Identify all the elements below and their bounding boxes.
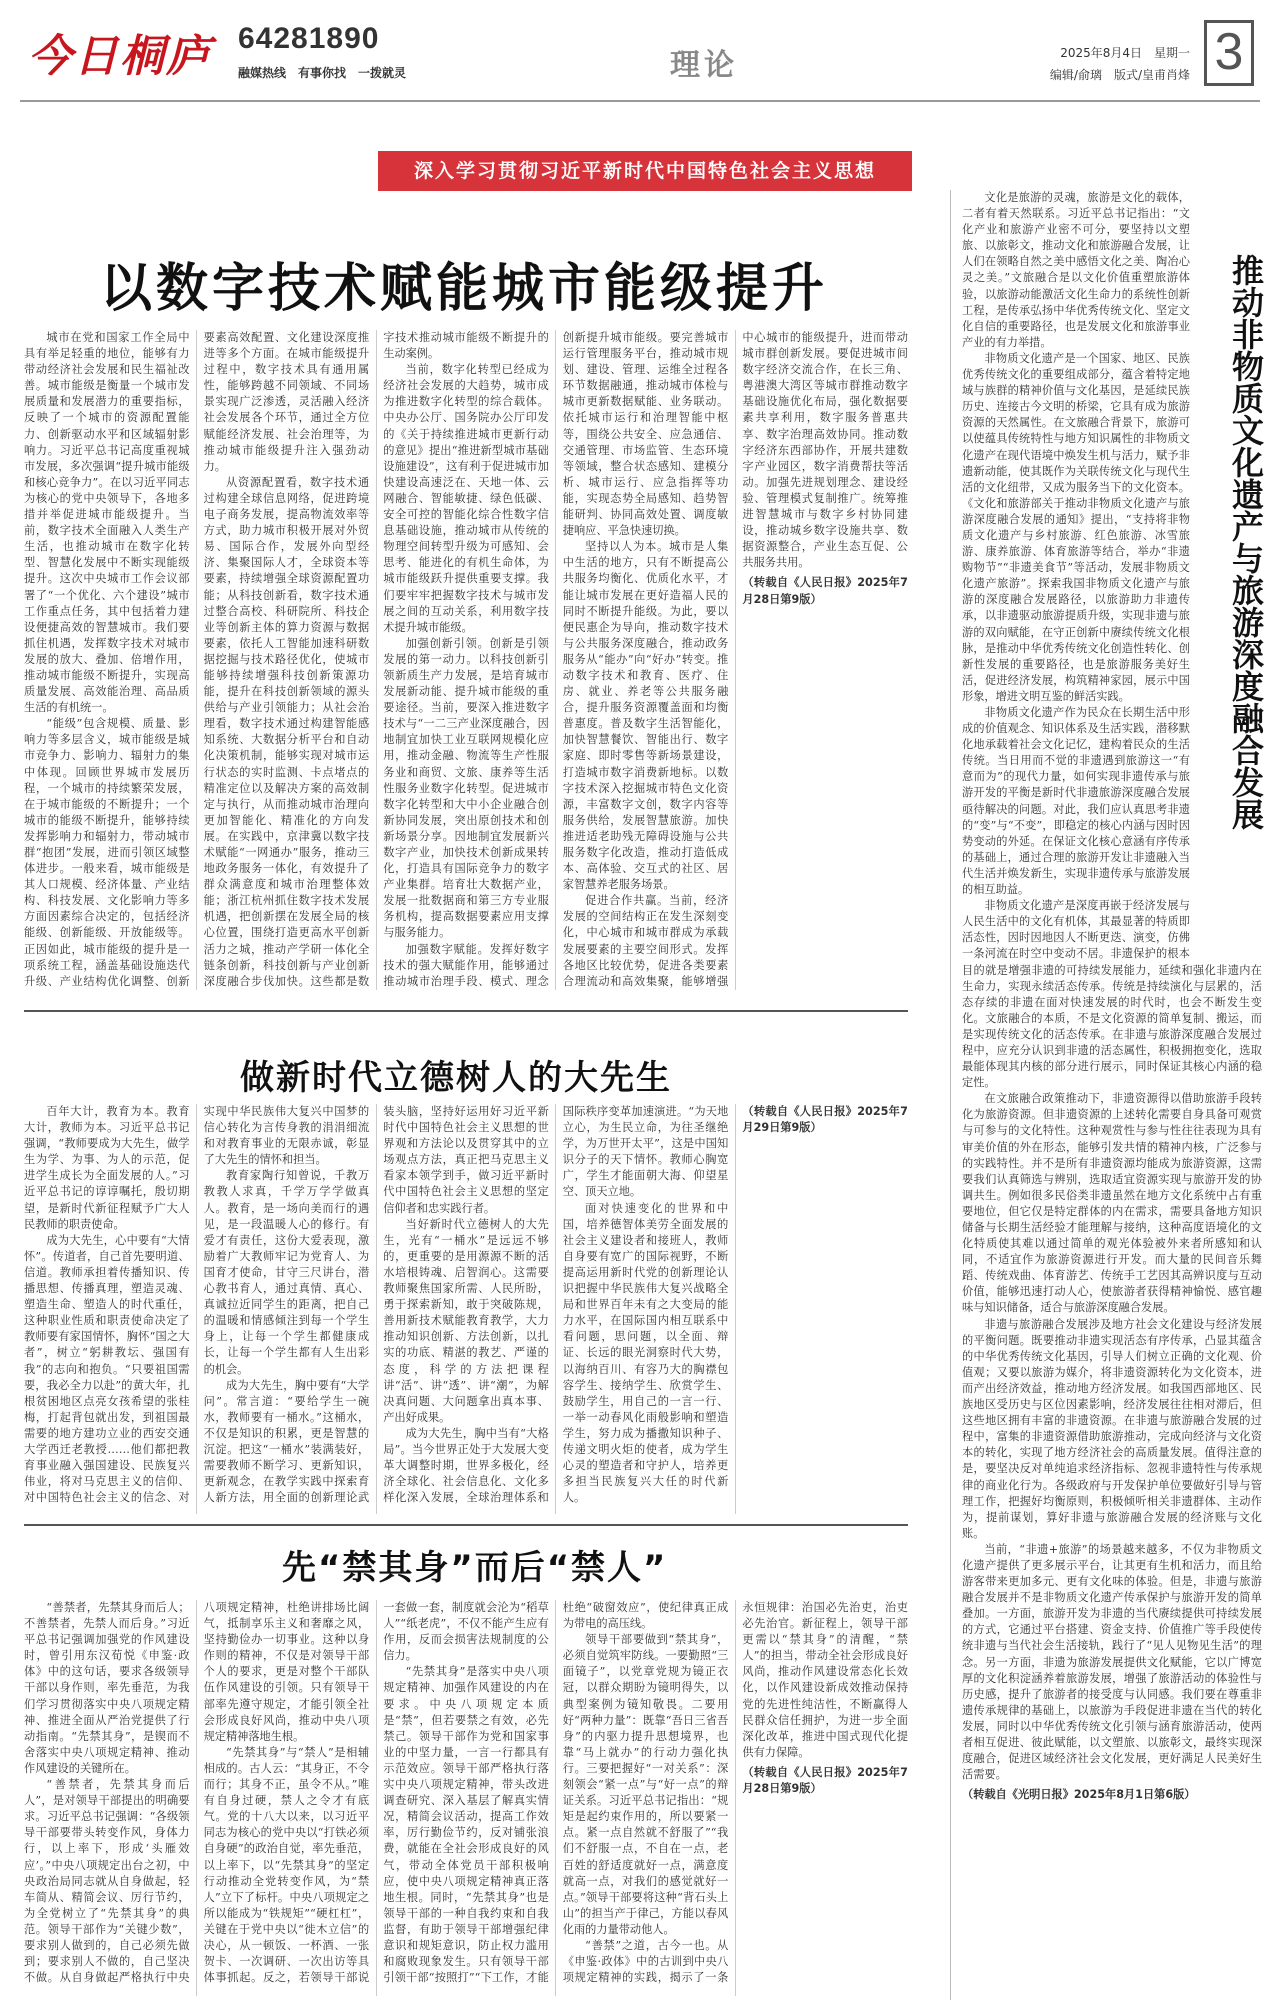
masthead — [0, 0, 1280, 110]
column-divider — [950, 190, 951, 2000]
hotline-number: 64281890 — [238, 22, 380, 55]
issue-date: 2025年8月4日 星期一 — [1060, 46, 1190, 60]
newspaper-logo: 今日桐庐 — [28, 31, 212, 82]
article-title: 做新时代立德树人的大先生 — [240, 1058, 672, 1098]
article-source: （转载自《光明日报》2025年8月1日第6版） — [962, 1788, 1196, 1802]
paragraph: 成为大先生，胸中要有“大学问”。常言道：“要给学生一碗水，教师要有一桶水。”这桶水，不仅是知识的积累，更是智慧的沉淀。把这“一桶水”装满装好，需要教师不断学习、更新知识，更新观念，在教学实践中探索育人新方法，用全面的创新理论武装头脑，坚持好运用好习近平新时代中国特色社会主义思想的世界观和方法论以及贯穿其中的立场观点方法，真正把马克思主义看家本领学到手，做习近平新时代中国特色社会主义思想的坚定信仰者和忠实践行者。 — [203, 1105, 549, 1505]
page-number: 3 — [1204, 20, 1254, 86]
article-body — [24, 330, 908, 990]
article-divider — [24, 1010, 908, 1012]
paragraph: “能级”包含规模、质量、影响力等多层含义，城市能级是城市竞争力、影响力、辐射力的集中体现。回顾世界城市发展历程，一个城市的持续繁荣发展，在于城市能级的不断提升；一个城市的能级不断提升，能够持续发挥影响力和辐射力，带动城市群“抱团”发展，进而引领区域整体进步。一般来看，城市能级是其人口规模、经济体量、产业结构、科技发展、文化影响力等多方面因素综合决定的，包括经济能级、创新能级、开放能级等。正因如此，城市能级的提升是一项系统工程，涵盖基础设施迭代升级、产业结构优化调整、创新要素高效配置、文化建设深度推进等多个方面。在城市能级提升过程中，数字技术具有通用属性，能够跨越不同领域、不同场景实现广泛渗透，灵活融入经济社会发展各个环节，通过全方位赋能经济发展、社会治理等，为推动城市能级提升注入强劲动力。 — [24, 331, 370, 988]
paragraph: 在文旅融合政策推动下，非遗资源得以借助旅游手段转化为旅游资源。但非遗资源的上述转化需要自身具备可观赏与可参与的文化特性。这种观赏性与参与性往往表现为具有审美价值的外在形态，能够引发共情的精神内核，广泛参与的实践特性。并不是所有非遗资源均能成为旅游资源，这需要我们认真筛选与辨别，选取适宜资源实现与旅游开发的协调共生。例如很多民俗类非遗虽然在地方文化系统中占有重要地位，但它仅是特定群体的内在需求，需要具备地方知识储备与长期生活经验才能理解与接纳，这种高度语境化的文化特质使其难以通过简单的观光体验被外来者所感知和认同，不适宜作为旅游资源进行开发。而大量的民间音乐舞蹈、传统戏曲、体育游艺、传统手工艺因其高辨识度与互动价值，能够迅速打动人心，使旅游者获得精神愉悦、感官趣味与知识储备，适合与旅游深度融合发展。 — [962, 1092, 1262, 1315]
paragraph: 面对快速变化的世界和中国，培养德智体美劳全面发展的社会主义建设者和接班人，教师自身要有宽广的国际视野，不断提高运用新时代党的创新理论认识把握中华民族伟大复兴战略全局和世界百年未有之大变局的能力水平，在国际国内相互联系中看问题，思问题，以全面、辩证、长远的眼光洞察时代大势，以海纳百川、有容乃大的胸襟包容学生、接纳学生、欣赏学生、鼓励学生，用自己的一言一行、一举一动春风化雨般影响和塑造学生，努力成为播撒知识种子、传递文明火炬的使者，成为学生心灵的塑造者和守护人，培养更多担当民族复兴大任的时代新人。 — [562, 1201, 729, 1505]
article-source: （转载自《人民日报》2025年7月28日第9版） — [742, 576, 908, 606]
paragraph: 教育家陶行知曾说，千教万教教人求真，千学万学学做真人。教育，是一场向美而行的遇见，是一段温暖人心的修行。有爱才有责任，这份大爱表现，激励着广大教师牢记为党育人、为国育才使命，甘守三尺讲台，潜心教书育人，通过真情、真心、真诚拉近同学生的距离，把自己的温暖和情感倾注到每一个学生身上，让每一个学生都健康成长，让每一个学生都有人生出彩的机会。 — [203, 1169, 370, 1376]
theme-banner: 深入学习贯彻习近平新时代中国特色社会主义思想 — [378, 151, 912, 191]
editor-credits: 编辑/俞璃 版式/皇甫肖烽 — [1049, 68, 1190, 82]
paragraph: 非遗与旅游融合发展涉及地方社会文化建设与经济发展的平衡问题。既要推动非遗实现活态有序传承，凸显其蕴含的中华优秀传统文化基因，引导人们树立正确的文化观、价值观；又要以旅游为媒介，将非遗资源转化为文化资本，进而产出经济效益，推动地方经济发展。如我国西部地区、民族地区受历史与区位因素影响，经济发展往往相对滞后，但这些地区拥有丰富的非遗资源。在非遗与旅游融合发展的过程中，富集的非遗资源借助旅游推动，完成向经济与文化资本的转化，实现了地方经济社会的高质量发展。值得注意的是，要坚决反对单纯追求经济指标、忽视非遗特性与传承规律的商业化行为。各级政府与开发保护单位要做好引导与管理工作，把握好均衡原则，积极倾听相关非遗群体、主动作为，提前谋划，算好非遗与旅游融合发展的经济账与文化账。 — [962, 1317, 1262, 1540]
article-title: 以数字技术赋能城市能级提升 — [100, 259, 829, 319]
paragraph: 非物质文化遗产作为民众在长期生活中形成的价值观念、知识体系及生活实践，潜移默化地承载着社会文化记忆，建构着民众的生活传统。当日用而不觉的非遗遇到旅游这一“有意而为”的现代力量，如何实现非遗传承与旅游开发的平衡是新时代非遗旅游深度融合发展亟待解决的问题。对此，我们应认真思考非遗的“变”与“不变”，即稳定的核心内涵与因时因势变动的外延。在保证文化核心意涵有序传承的基础上，通过合理的旅游开发让非遗融入当代生活并焕发新生，实现非遗传承与旅游发展的相互助益。 — [962, 706, 1190, 897]
paragraph: 百年大计，教育为本。教育大计，教师为本。习近平总书记强调，“教师要成为大先生，做学生为学、为事、为人的示范，促进学生成长为全面发展的人。”习近平总书记的谆谆嘱托，殷切期望，是新时代新征程赋予广大人民教师的职责使命。 — [24, 1105, 190, 1231]
paragraph: 领导干部要做到“禁其身”，必须自觉筑牢防线。一要勤照“三面镜子”，以党章党规为镜正衣冠，以群众期盼为镜明得失，以典型案例为镜知敬畏。二要用好“两种力量”：既靠“吾日三省吾身”的内驱力提升思想境界，也靠“马上就办”的行动力强化执行。三要把握好“一对关系”：深刻领会“紧一点”与“好一点”的辩证关系。习近平总书记指出：“规矩是起约束作用的，所以要紧一点。紧一点自然就不舒服了”“我们不舒服一点，不自在一点，老百姓的舒适度就好一点，满意度就高一点，对我们的感觉就好一点。”领导干部要将这种“背石头上山”的担当产于律己，方能以春风化雨的力量带动他人。 — [562, 1633, 729, 1936]
paragraph: 当前，数字化转型已经成为经济社会发展的大趋势，城市成为推进数字化转型的综合载体。中央办公厅、国务院办公厅印发的《关于持续推进城市更新行动的意见》提出“推进新型城市基础设施建设”，这有利于促进城市加快建设高速泛在、天地一体、云网融合、智能敏捷、绿色低碳、安全可控的智能化综合性数字信息基础设施，推动城市从传统的物理空间转型升级为可感知、会思考、能进化的有机生命体，为城市能级跃升提供重要支撑。我们要牢牢把握数字技术与城市发展之间的互动关系，利用数字技术提升城市能级。 — [383, 363, 549, 634]
paragraph: 加强创新引领。创新是引领发展的第一动力。以科技创新引领新质生产力发展，是培育城市发展新动能、提升城市能级的重要途径。当前，要深入推进数字技术与“一二三产业深度融合，因地制宜加快工业互联网规模化应用，推动金融、物流等生产性服务业和商贸、文旅、康养等生活性服务业数字化转型。促进城市数字化转型和大中小企业融合创新协同发展，突出原创技术和创新场景分享。因地制宜发展新兴数字产业，加快技术创新成果转化，打造具有国际竞争力的数字产业集群。培育壮大数据产业，发展一批数据商和第三方专业服务机构，提高数据要素应用支撑与服务能力。 — [383, 636, 549, 940]
paragraph: 非物质文化遗产是深度再嵌于经济发展与人民生活中的文化有机体，其最显著的特质即活态性，因时因地因人不断更迭、演变，仿佛一条河流在时空中变动不居。非遗保护的根本目的就是增强非遗的可持续发展能力，延续和强化非遗内在生命力，实现永续活态传承。传统是持续演化与层累的，活态存续的非遗在面对快速发展的时代时，也会不断发生变化。文旅融合的本质，不是文化资源的简单复制、搬运，而是实现传统文化的活态传承。在非遗与旅游深度融合发展过程中，应充分认识到非遗的活态属性，积极拥抱变化，选取最能体现其内核的部分进行展示，同时保证其核心内涵的稳定性。 — [962, 899, 1262, 1090]
paragraph: “善禁”之道，古今一也。从《申鉴·政体》中的古训到中央八项规定精神的实践，揭示了一条永恒规律：治国必先治吏，治吏必先治官。新征程上，领导干部更需以“禁其身”的清醒，“禁人”的担当，带动全社会形成良好风尚，推动作风建设常态化长效化，以作风建设新成效推动保持党的先进性纯洁性，不断赢得人民群众信任拥护，为进一步全面深化改革，推进中国式现代化提供有力保障。 — [562, 1601, 908, 1985]
paragraph: 成为大先生，胸中当有“大格局”。当今世界正处于大发展大变革大调整时期，世界多极化，经济全球化、社会信息化、文化多样化深入发展，全球治理体系和国际秩序变革加速演进。“为天地立心，为生民立命，为往圣继绝学，为万世开太平”，这是中国知识分子的天下情怀。教师心胸宽广，学生才能面朝大海、仰望星空、顶天立地。 — [383, 1105, 729, 1505]
paragraph: 加强数字赋能。发挥好数字技术的强大赋能作用，能够通过推动城市治理手段、模式、理念创新提升城市能级。要完善城市运行管理服务平台，推动城市规划、建设、管理、运维全过程各环节数据融通，推动城市体检与城市更新数据赋能、业务联动。依托城市运行和治理智能中枢等，围绕公共安全、应急通信、交通管理、市场监管、生态环境等领域，整合状态感知、建模分析、城市运行、应急指挥等功能，实现态势全局感知、趋势智能研判、协同高效处置、调度敏捷响应、平急快速切换。 — [383, 331, 729, 988]
paragraph: 从资源配置看，数字技术通过构建全球信息网络，促进跨境电子商务发展，提高物流效率等方式，助力城市积极开展对外贸易、国际合作，发展外向型经济、集聚国际人才，全球资本等要素，持续增强全球资源配置功能；从科技创新看，数字技术通过整合高校、科研院所、科技企业等创新主体的算力资源与数据要素，依托人工智能加速科研数据挖掘与技术路径优化，使城市能够持续增强科技创新策源功能，提升在科技创新领域的源头供给与产业引领能力；从社会治理看，数字技术通过构建智能感知系统、大数据分析平台和自动化决策机制，能够实现对城市运行状态的实时监测、卡点堵点的精准定位以及解决方案的高效制定与执行，从而推动城市治理向更加智能化、精准化的方向发展。在实践中，京津冀以数字技术赋能“一网通办”服务，推动三地政务服务一体化，有效提升了群众满意度和城市治理整体效能；浙江杭州抓住数字技术发展机遇，把创新摆在发展全局的核心位置，围绕打造更高水平创新活力之城，推动产学研一体化全链条创新，科技创新与产业创新深度融合步伐加快。这些都是数字技术推动城市能级不断提升的生动案例。 — [203, 331, 549, 988]
paragraph: 文化是旅游的灵魂，旅游是文化的载体，二者有着天然联系。习近平总书记指出：“文化产业和旅游产业密不可分，要坚持以文塑旅、以旅彰文，推动文化和旅游融合发展，让人们在领略自然之美中感悟文化之美、陶冶心灵之美。”文旅融合是以文化价值重塑旅游体验，以旅游动能激活文化生命力的系统性创新工程，是传承弘扬中华优秀传统文化、坚定文化自信的重要路径，也是发展文化和旅游事业产业的有力举措。 — [962, 191, 1190, 349]
masthead-divider — [20, 100, 1260, 102]
article-body — [24, 1104, 908, 1514]
paragraph: 坚持以人为本。城市是人集中生活的地方，只有不断提高公共服务均衡化、优质化水平，才能让城市发展在更好造福人民的同时不断提升能级。为此，要以便民惠企为导向，推动数字技术与公共服务深度融合，推动政务服务从“能办”向“好办”转变。推动数字技术和教育、医疗、住房、就业、养老等公共服务融合，提升服务资源覆盖面和均衡普惠度。普及数字生活智能化，加快智慧餐饮、智能出行、数字家庭、即时零售等新场景建设，打造城市数字消费新地标。以数字技术深入挖掘城市特色文化资源，丰富数字文创，数字内容等服务供给，发展智慧旅游。加快推进适老助残无障碍设施与公共服务数字化改造，推动打造低成本、高体验、交互式的社区、居家智慧养老服务场景。 — [562, 540, 729, 892]
paragraph: “善禁者，先禁其身而后人；不善禁者，先禁人而后身。”习近平总书记强调加强党的作风建设时，曾引用东汉荀悦《申鉴·政体》中的这句话，要求各级领导干部以身作则，率先垂范，为我们学习贯彻落实中央八项规定精神、推进全面从严治党提供了行动指南。“先禁其身”，是锲而不舍落实中央八项规定精神、推动作风建设的关键所在。 — [24, 1601, 190, 1775]
paragraph: 促进合作共赢。当前，经济发展的空间结构正在发生深刻变化，中心城市和城市群成为承载发展要素的主要空间形式。发挥各地区比较优势，促进各类要素合理流动和高效集聚，能够增强中心城市的能级提升，进而带动城市群创新发展。要促进城市间数字经济交流合作，在长三角、粤港澳大湾区等城市群推动数字基础设施优化布局，强化数据要素共享利用，数字服务普惠共享、数字治理高效协同。推动数字经济东西部协作，开展共建数字产业园区，数字消费帮扶等活动。加强先进规划理念、建设经验、管理模式复制推广。统筹推进智慧城市与数字乡村协同建设，推动城乡数字设施共享、数据资源整合，产业生态互促、公共服务共用。 — [562, 331, 908, 988]
paragraph: 当好新时代立德树人的大先生，光有“一桶水”是远远不够的，更重要的是用源源不断的活水培根铸魂、启智润心。这需要教师聚焦国家所需、人民所盼，勇于探索新知，敢于突破陈规，善用新技术赋能教育教学，大力推动知识创新、方法创新，以扎实的功底、精湛的教艺、严谨的态度，科学的方法把课程讲“活”、讲“透”、讲“潮”，为解决真问题、大问题拿出真本事、产出好成果。 — [383, 1217, 549, 1424]
paragraph: 非物质文化遗产是一个国家、地区、民族优秀传统文化的重要组成部分，蕴含着特定地域与族群的精神价值与文化基因，是延续民族历史、连接古今文明的桥梁，它具有成为旅游资源的天然属性。在文旅融合背景下，旅游可以使蕴具传统特性与地方知识属性的非物质文化遗产在现代语境中焕发生机与活力，赋予非遗新动能，使其既作为关联传统文化与现代生活的文化纽带，又成为服务当下的文化资本。《文化和旅游部关于推动非物质文化遗产与旅游深度融合发展的通知》提出，“支持将非物质文化遗产与乡村旅游、红色旅游、冰雪旅游、康养旅游、体育旅游等结合，举办“非遗购物节”“非遗美食节”等活动，发展非物质文化遗产旅游”。探索我国非物质文化遗产与旅游的深度融合发展路径，以旅游助力非遗传承，以非遗驱动旅游提质升级，实现非遗与旅游的双向赋能，在守正创新中赓续传统文化根脉，是推动中华优秀传统文化创造性转化、创新性发展的重要路径，也是旅游服务美好生活，促进经济发展，构筑精神家园，展示中国形象，增进文明互鉴的鲜活实践。 — [962, 351, 1190, 703]
article-body — [962, 190, 1265, 2000]
paragraph: “先禁其身”是落实中央八项规定精神、加强作风建设的内在要求。中央八项规定本质是“禁”，但若要禁之有效，必先禁己。领导干部作为党和国家事业的中坚力量，一言一行都具有示范效应。领导干部严格执行落实中央八项规定精神，带头改进调查研究、深入基层了解真实情况，精简会议活动，提高工作效率，厉行勤俭节约，反对铺张浪费，就能在全社会形成良好的风气，带动全体党员干部积极响应，使中央八项规定精神真正落地生根。同时，“先禁其身”也是领导干部的一种自我约束和自我监督，有助于领导干部增强纪律意识和规矩意识，防止权力滥用和腐败现象发生。只有领导干部引领干部“按照打”“下工作，才能杜绝“破窗效应”，使纪律真正成为带电的高压线。 — [383, 1601, 729, 1985]
paragraph: 当前，“非遗+旅游”的场景越来越多，不仅为非物质文化遗产提供了更多展示平台，让其更有生机和活力，而且给游客带来更加多元、更有文化味的体验。但是，非遗与旅游融合发展并不是非物质文化遗产传承保护与旅游开发的简单叠加。一方面，旅游开发为非遗的当代赓续提供可持续发展的方式，它通过平台搭建、资金支持、价值推广等手段使传统非遗与当代社会生活接轨，践行了“见人见物见生活”的理念。另一方面，非遗为旅游发展提供文化赋能，它以广博宽厚的文化积淀涵养着旅游发展，增强了旅游活动的体验性与历史感，提升了旅游者的接受度与认同感。我们要在尊重非遗传承规律的基础上，以旅游为手段促进非遗在当代的转化发展，同时以中华优秀传统文化引领与涵育旅游活动，使两者相互促进、彼此赋能，以文塑旅、以旅彰文，最终实现深度融合，促进区域经济社会文化发展，更好满足人民美好生活需要。 — [962, 1542, 1262, 1782]
article-source: （转载自《人民日报》2025年7月29日第9版） — [742, 1105, 908, 1135]
paragraph: 城市在党和国家工作全局中具有举足轻重的地位，能够有力带动经济社会发展和民生福祉改善。城市能级是衡量一个城市发展质量和发展潜力的重要指标，反映了一个城市的资源配置能力、创新驱动水平和区域辐射影响力。习近平总书记高度重视城市发展，多次强调“提升城市能级和核心竞争力”。在以习近平同志为核心的党中央领导下，各地多措并举促进城市能级提升。当前，数字技术全面融入人类生产生活，也推动城市在数字化转型、智慧化发展中不断实现能级提升。这次中央城市工作会议部署了“一个优化、六个建设”城市工作重点任务，其中包括着力建设便捷高效的智慧城市。我们要抓住机遇，发挥数字技术对城市发展的放大、叠加、倍增作用，推动城市能级不断提升，实现高质量发展、高效能治理、高品质生活的有机统一。 — [24, 331, 190, 715]
article-body — [24, 1600, 908, 1996]
section-name: 理论 — [670, 48, 738, 83]
paragraph: “先禁其身”与“禁人”是相辅相成的。古人云：“其身正，不令而行；其身不正，虽令不从。”唯有自身过硬，禁人之令才有底气。党的十八大以来，以习近平同志为核心的党中央以“打铁必须自身硬”的政治自觉，率先垂范，以上率下，以“先禁其身”的坚定行动推动全党转变作风，为“禁人”立下了标杆。中央八项规定之所以能成为“铁规矩”“硬杠杠”，关键在于党中央以“徙木立信”的决心，从一顿饭、一杯酒、一张贺卡、一次调研、一次出访等具体事抓起。反之，若领导干部说一套做一套，制度就会沦为“稻草人”“纸老虎”，不仅不能产生应有作用，反而会损害法规制度的公信力。 — [203, 1601, 549, 1985]
paragraph: “善禁者，先禁其身而后人”，是对领导干部提出的明确要求。习近平总书记强调：“各级领导干部要带头转变作风，身体力行，以上率下，形成‘头雁效应’。”中央八项规定出台之初，中央政治局同志就从自身做起，轻车简从、精简会议、厉行节约，为全党树立了“先禁其身”的典范。领导干部作为“关键少数”，要求别人做到的，自己必须先做到；要求别人不做的，自己坚决不做。从自身做起严格执行中央八项规定精神，杜绝讲排场比阔气，抵制享乐主义和奢靡之风，坚持勤俭办一切事业。这种以身作则的精神，不仅是对领导干部个人的要求，更是对整个干部队伍作风建设的引领。只有领导干部率先遵守规定，才能引领全社会形成良好风尚，推动中央八项规定精神落地生根。 — [24, 1601, 370, 1985]
hotline-slogan: 融媒热线 有事你找 一拨就灵 — [238, 66, 407, 80]
article-source: （转载自《人民日报》2025年7月28日第9版） — [742, 1765, 908, 1796]
paragraph: 成为大先生，心中要有“大情怀”。传道者，自己首先要明道、信道。教师承担着传播知识、传播思想、传播真理，塑造灵魂、塑造生命、塑造人的时代重任，这种职业性质和职责使命决定了教师要有家国情怀，胸怀“国之大者”，树立“躬耕教坛、强国有我”的志向和抱负。“只要祖国需要，我必全力以赴”的黄大年，扎根贫困地区点亮女孩希望的张桂梅，打起背包就出发，到祖国最需要的地方建功立业的西安交通大学西迁老教授……他们都把教育事业融入强国建设、民族复兴伟业，将对马克思主义的信仰、对中国特色社会主义的信念、对实现中华民族伟大复兴中国梦的信心转化为言传身教的涓涓细流和对教育事业的无限赤诚，彰显了大先生的情怀和担当。 — [24, 1105, 370, 1505]
article-divider — [24, 1524, 908, 1526]
vertical-article-title: 推动非物质文化遗产与旅游深度融合发展 — [1227, 254, 1265, 830]
article-title: 先“禁其身”而后“禁人” — [282, 1548, 668, 1588]
